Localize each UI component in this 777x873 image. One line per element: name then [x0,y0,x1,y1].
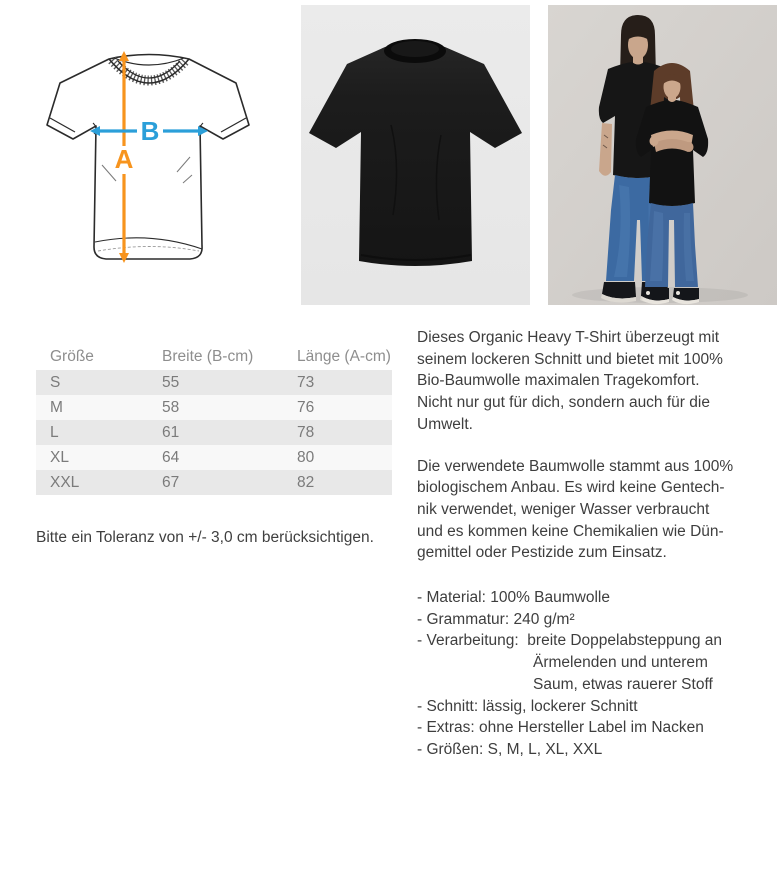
size-cell: XXL [50,473,80,491]
table-row [36,370,392,395]
description-paragraph-2 [417,456,773,565]
paragraph-line: biologischem Anbau. Es wird keine Gentech- [417,479,725,497]
detail-line: - Schnitt: lässig, lockerer Schnitt [417,697,638,715]
table-row [36,420,392,445]
product-description [417,327,773,761]
paragraph-line: Bio-Baumwolle maximalen Tragekomfort. [417,372,700,390]
detail-line: - Material: 100% Baumwolle [417,589,610,607]
paragraph-line: seinem lockeren Schnitt und bietet mit 100% [417,350,723,368]
length-cell: 82 [297,473,315,491]
arrow-b-label: B [140,116,160,146]
length-cell: 78 [297,423,315,441]
detail-line: - Verarbeitung: breite Doppelabsteppung an [417,632,723,650]
tshirt-outline-drawing [40,45,265,275]
width-cell: 58 [162,398,180,416]
paragraph-line: Nicht nur gut für dich, sondern auch für die [417,394,710,412]
product-details-list [417,587,773,761]
paragraph-line: Die verwendete Baumwolle stammt aus 100% [417,457,734,475]
width-cell: 55 [162,373,180,391]
paragraph-line: Umwelt. [417,415,473,433]
models-photo [548,5,777,305]
length-cell: 80 [297,448,315,466]
table-row [36,445,392,470]
size-cell: M [50,398,63,416]
paragraph-line: Dieses Organic Heavy T-Shirt überzeugt mit [417,329,720,346]
size-cell: S [50,373,61,391]
detail-line: - Größen: S, M, L, XL, XXL [417,740,603,758]
detail-line: - Grammatur: 240 g/m² [417,610,575,628]
paragraph-line: und es kommen keine Chemikalien wie Dün- [417,522,724,540]
size-sketch-image [40,45,265,275]
arrow-a-label: A [114,144,134,174]
width-cell: 67 [162,473,180,491]
paragraph-line: gemittel oder Pestizide zum Einsatz. [417,544,667,562]
table-row [36,470,392,495]
table-header-row [36,344,392,370]
flat-shirt-image [301,5,530,305]
header-breite: Breite (B-cm) [162,348,254,365]
tee-collar-band [391,41,439,57]
header-groesse: Größe [50,348,94,365]
header-laenge: Länge (A-cm) [297,348,391,365]
table-row [36,395,392,420]
length-cell: 76 [297,398,315,416]
tolerance-note: Bitte ein Toleranz von +/- 3,0 cm berücksichtigen. [36,529,374,546]
length-cell: 73 [297,373,315,391]
detail-line: - Extras: ohne Hersteller Label im Nacken [417,719,704,737]
black-tshirt-front [301,5,530,305]
two-models-black-tshirts [548,5,777,305]
width-cell: 64 [162,448,180,466]
detail-line: Ärmelenden und unterem [533,654,708,672]
description-paragraph-1 [417,327,773,436]
width-cell: 61 [162,423,180,441]
size-cell: XL [50,448,69,466]
size-cell: L [50,423,59,441]
detail-line: Saum, etwas rauerer Stoff [533,675,713,693]
size-table [36,344,392,495]
table-body [36,370,392,495]
paragraph-line: nik verwendet, weniger Wasser verbraucht [417,500,710,518]
